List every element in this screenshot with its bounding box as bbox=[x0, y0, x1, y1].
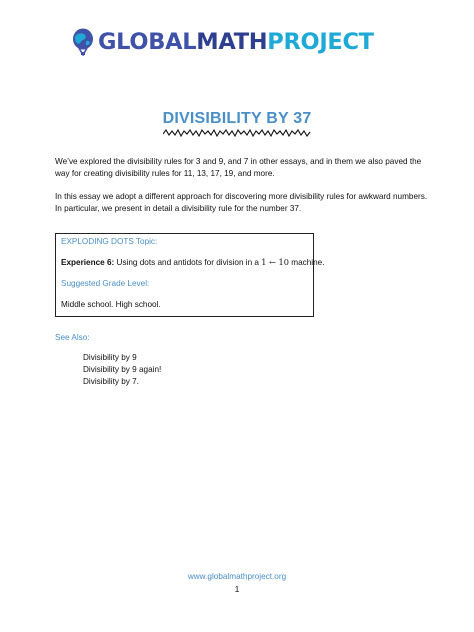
exploding-dots-topic-label: EXPLODING DOTS Topic: bbox=[61, 237, 158, 246]
grade-level-label: Suggested Grade Level: bbox=[61, 279, 150, 288]
see-also-link-divisibility-7[interactable]: Divisibility by 7. bbox=[83, 377, 139, 386]
see-also-link-divisibility-9[interactable]: Divisibility by 9 bbox=[83, 353, 137, 362]
see-also-heading: See Also: bbox=[55, 333, 90, 342]
logo-text-global: GLOBAL bbox=[98, 29, 197, 55]
intro-paragraph-1: We’ve explored the divisibility rules for 3 and 9, and 7 in other essays, and in them we also paved the way for creating divisibility rules for 11, 13, 17, 19, and more. bbox=[55, 157, 422, 178]
global-math-project-logo bbox=[72, 28, 374, 56]
machine-math: 1 ← 10 bbox=[261, 257, 289, 267]
experience-line bbox=[61, 257, 324, 267]
globe-balloon-icon bbox=[72, 28, 94, 56]
experience-text: Using dots and antidots for division in a bbox=[114, 258, 262, 267]
grade-level-value: Middle school. High school. bbox=[61, 300, 161, 309]
logo-text-project: PROJECT bbox=[267, 29, 374, 55]
logo-text-math: MATH bbox=[196, 29, 268, 55]
decorative-squiggle-divider bbox=[163, 128, 311, 138]
page-number: 1 bbox=[234, 585, 240, 594]
see-also-list bbox=[83, 352, 161, 388]
machine-suffix: machine. bbox=[288, 258, 325, 267]
intro-paragraph-2: In this essay we adopt a different approach for discovering more divisibility rules for awkward numbers. In particular, we present in detail a divisibility rule for the number 37. bbox=[55, 192, 428, 213]
see-also-link-divisibility-9-again[interactable]: Divisibility by 9 again! bbox=[83, 365, 162, 374]
page-title: DIVISIBILITY BY 37 bbox=[162, 110, 312, 127]
experience-label: Experience 6: bbox=[61, 258, 115, 267]
footer-website-link[interactable]: www.globalmathproject.org bbox=[187, 572, 287, 581]
topic-box bbox=[55, 233, 325, 317]
